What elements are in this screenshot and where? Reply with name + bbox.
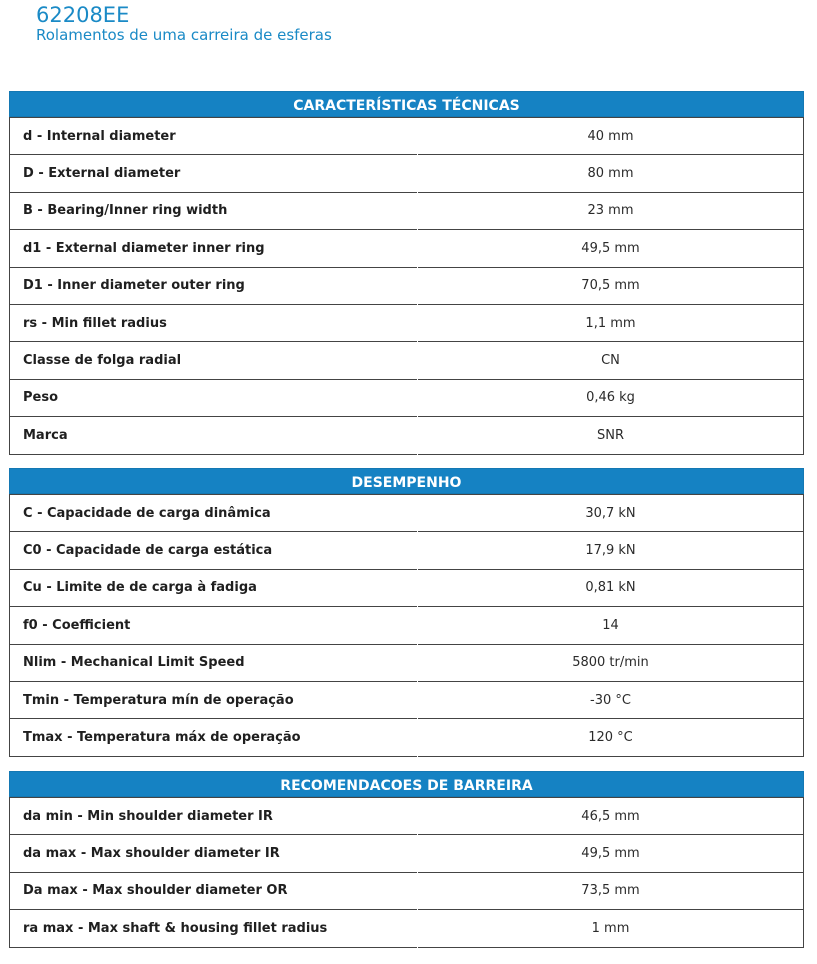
row-value: 73,5 mm <box>418 872 804 909</box>
row-value: 14 <box>418 607 804 644</box>
table-row <box>10 835 804 872</box>
row-label: B - Bearing/Inner ring width <box>10 192 418 229</box>
row-label: f0 - Coefficient <box>10 607 418 644</box>
section-technical-characteristics <box>9 91 804 455</box>
row-value: 40 mm <box>418 118 804 155</box>
table-row <box>10 681 804 718</box>
performance-table <box>9 494 804 757</box>
table-row <box>10 644 804 681</box>
table-row <box>10 155 804 192</box>
row-value: 80 mm <box>418 155 804 192</box>
row-value: 30,7 kN <box>418 495 804 532</box>
table-row <box>10 910 804 947</box>
table-row <box>10 532 804 569</box>
table-row <box>10 342 804 379</box>
table-row <box>10 872 804 909</box>
row-value: -30 °C <box>418 681 804 718</box>
row-label: C0 - Capacidade de carga estática <box>10 532 418 569</box>
row-label: Peso <box>10 379 418 416</box>
row-value: 1 mm <box>418 910 804 947</box>
row-value: SNR <box>418 417 804 454</box>
table-row <box>10 267 804 304</box>
row-label: da min - Min shoulder diameter IR <box>10 798 418 835</box>
row-label: Tmax - Temperatura máx de operação <box>10 719 418 756</box>
row-label: Da max - Max shoulder diameter OR <box>10 872 418 909</box>
table-row <box>10 719 804 756</box>
table-row <box>10 607 804 644</box>
section-title: CARACTERÍSTICAS TÉCNICAS <box>9 91 804 117</box>
table-row <box>10 798 804 835</box>
row-label: d1 - External diameter inner ring <box>10 230 418 267</box>
row-label: D1 - Inner diameter outer ring <box>10 267 418 304</box>
table-row <box>10 230 804 267</box>
row-value: 0,46 kg <box>418 379 804 416</box>
row-label: da max - Max shoulder diameter IR <box>10 835 418 872</box>
row-value: 0,81 kN <box>418 569 804 606</box>
table-row <box>10 118 804 155</box>
section-title: DESEMPENHO <box>9 468 804 494</box>
row-label: Cu - Limite de de carga à fadiga <box>10 569 418 606</box>
row-value: 70,5 mm <box>418 267 804 304</box>
row-value: 49,5 mm <box>418 835 804 872</box>
table-row <box>10 304 804 341</box>
section-performance <box>9 468 804 757</box>
row-label: Nlim - Mechanical Limit Speed <box>10 644 418 681</box>
row-value: 46,5 mm <box>418 798 804 835</box>
product-code: 62208EE <box>36 3 130 27</box>
row-value: 23 mm <box>418 192 804 229</box>
row-label: Classe de folga radial <box>10 342 418 379</box>
row-value: CN <box>418 342 804 379</box>
row-label: d - Internal diameter <box>10 118 418 155</box>
recommendations-table <box>9 797 804 948</box>
row-label: ra max - Max shaft & housing fillet radius <box>10 910 418 947</box>
table-row <box>10 495 804 532</box>
table-row <box>10 417 804 454</box>
row-label: C - Capacidade de carga dinâmica <box>10 495 418 532</box>
section-barrier-recommendations <box>9 771 804 948</box>
row-value: 17,9 kN <box>418 532 804 569</box>
row-label: rs - Min fillet radius <box>10 304 418 341</box>
specs-table <box>9 117 804 455</box>
row-value: 49,5 mm <box>418 230 804 267</box>
row-value: 1,1 mm <box>418 304 804 341</box>
row-label: D - External diameter <box>10 155 418 192</box>
row-value: 5800 tr/min <box>418 644 804 681</box>
product-subtitle: Rolamentos de uma carreira de esferas <box>36 26 332 44</box>
table-row <box>10 192 804 229</box>
section-title: RECOMENDACOES DE BARREIRA <box>9 771 804 797</box>
row-label: Tmin - Temperatura mín de operação <box>10 681 418 718</box>
product-header <box>36 0 332 44</box>
row-label: Marca <box>10 417 418 454</box>
table-row <box>10 569 804 606</box>
row-value: 120 °C <box>418 719 804 756</box>
table-row <box>10 379 804 416</box>
